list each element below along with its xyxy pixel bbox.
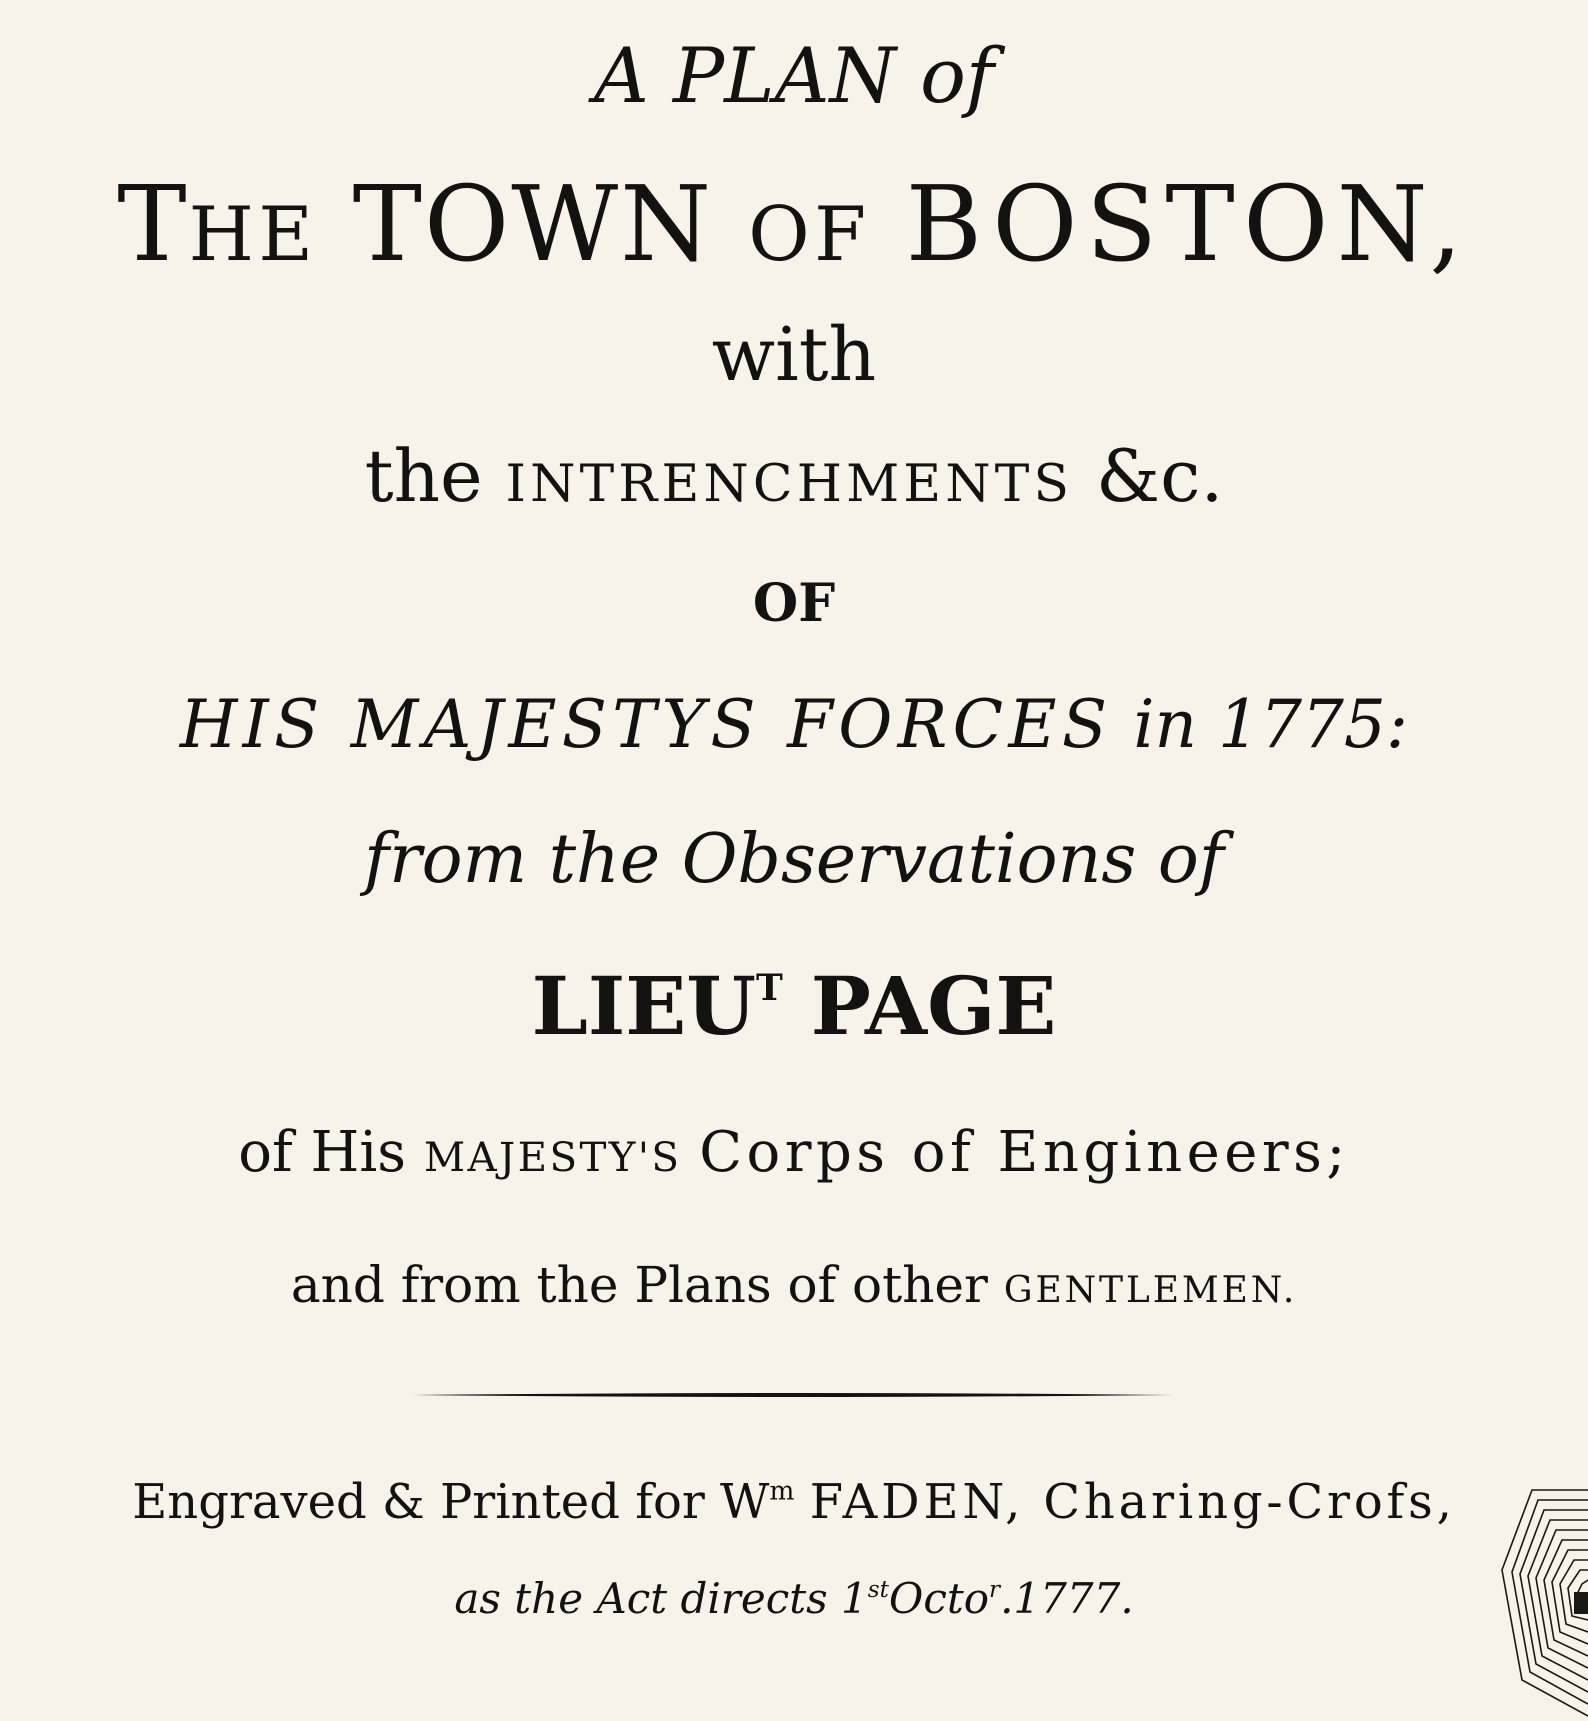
observations-text: from the Observations of: [364, 820, 1224, 899]
forces-in-text: in: [1133, 686, 1197, 763]
act-superscript-r: r: [989, 1576, 1001, 1603]
subtitle-corps-line: [0, 1120, 1588, 1185]
subtitle-forces-line: [0, 686, 1588, 763]
with-text: with: [711, 312, 877, 398]
the-text: the: [364, 434, 483, 518]
engraved-hatching-fragment: [1492, 1480, 1588, 1721]
title-the-initial: T: [117, 163, 189, 285]
corps-majesty-text: MAJESTY'S: [423, 1134, 682, 1181]
lieut-superscript: T: [756, 966, 783, 1009]
title-town: TOWN: [352, 163, 714, 285]
gentlemen-text: GENTLEMEN.: [1003, 1270, 1298, 1311]
imprint-act-line: [0, 1574, 1588, 1623]
of-caps-text: OF: [752, 573, 836, 634]
title-a-plan: A PLAN: [593, 31, 896, 120]
etc-text: &c.: [1096, 434, 1224, 518]
subtitle-observations-line: [0, 820, 1588, 899]
forces-text: HIS MAJESTYS FORCES: [179, 686, 1113, 763]
forces-year-text: 1775:: [1217, 686, 1409, 763]
act-superscript-st: st: [867, 1576, 889, 1603]
title-the-rest: HE: [188, 191, 318, 278]
act-text: as the Act directs 1: [454, 1574, 868, 1623]
printed-superscript: m: [769, 1475, 795, 1507]
imprint-printed-line: [0, 1474, 1588, 1530]
act-year-text: .1777.: [1000, 1574, 1134, 1623]
subtitle-lieut-page: [0, 959, 1588, 1053]
gentlemen-lead-text: and from the Plans of other: [290, 1256, 988, 1314]
act-octo-text: Octo: [888, 1574, 990, 1623]
corps-rest-text: Corps of Engineers;: [699, 1120, 1350, 1185]
subtitle-gentlemen-line: [0, 1256, 1588, 1314]
subtitle-with: [0, 312, 1588, 398]
title-boston: BOSTON,: [905, 163, 1471, 285]
title-line-town-of-boston: [0, 163, 1588, 285]
intrenchments-text: INTRENCHMENTS: [505, 454, 1074, 514]
divider-rule: [412, 1392, 1174, 1398]
title-line-a-plan-of: [0, 31, 1588, 120]
corps-of-his-text: of His: [238, 1120, 406, 1185]
title-of: of: [920, 31, 995, 120]
lieut-text: LIEU: [531, 959, 757, 1053]
page-name-text: PAGE: [810, 959, 1057, 1053]
title-of-caps: OF: [748, 191, 871, 278]
subtitle-intrenchments-line: [0, 434, 1588, 518]
subtitle-of-caps: [0, 573, 1588, 634]
faden-text: FADEN, Charing-Crofs,: [809, 1474, 1456, 1530]
printed-text: Engraved & Printed for W: [132, 1474, 770, 1530]
